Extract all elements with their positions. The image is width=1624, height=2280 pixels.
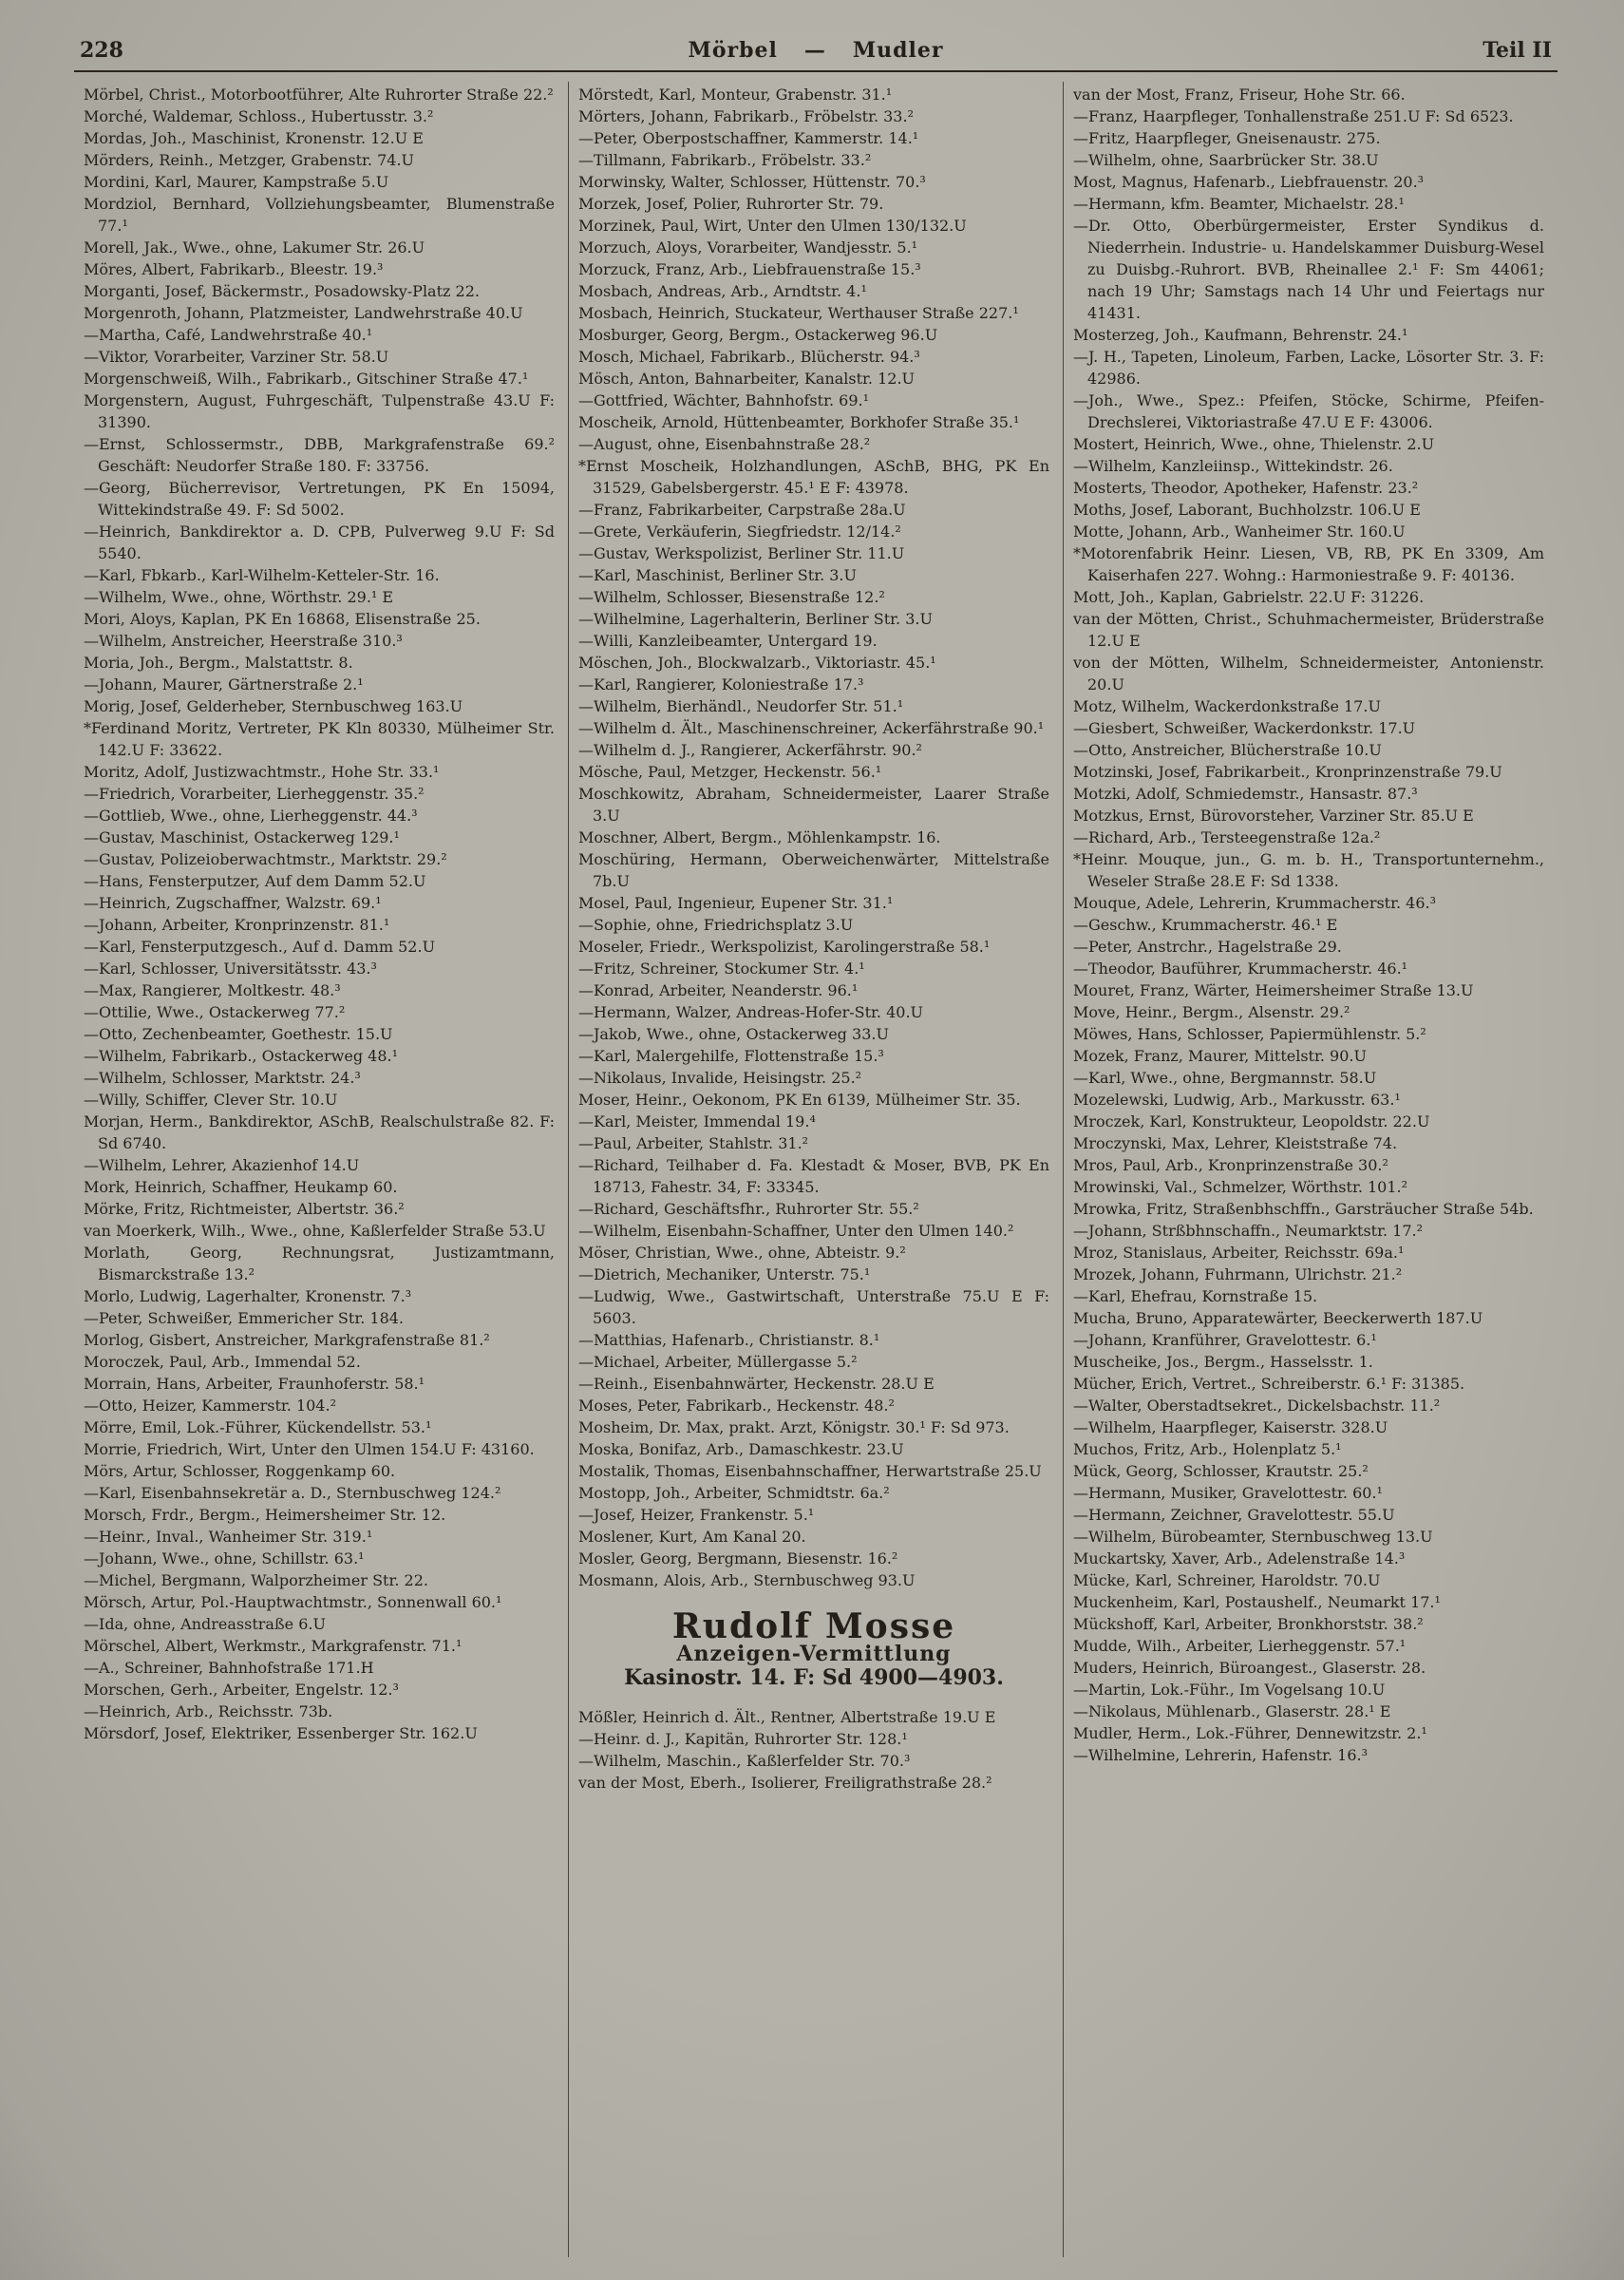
directory-entry: —Wilhelmine, Lagerhalterin, Berliner Str. 3.U <box>578 610 933 628</box>
directory-entry: Move, Heinr., Bergm., Alsenstr. 29.² <box>1073 1003 1350 1021</box>
directory-entry: Mosbach, Andreas, Arb., Arndtstr. 4.¹ <box>578 282 867 300</box>
directory-entry: Moritz, Adolf, Justizwachtmstr., Hohe Str. 33.¹ <box>84 763 440 781</box>
directory-entry: Moscheik, Arnold, Hüttenbeamter, Borkhofer Straße 35.¹ <box>578 413 1020 431</box>
directory-entry: Moschner, Albert, Bergm., Möhlenkampstr. 16. <box>578 828 941 846</box>
directory-entry: —Peter, Schweißer, Emmericher Str. 184. <box>84 1309 405 1327</box>
directory-entry: Mosbach, Heinrich, Stuckateur, Werthauser Straße 227.¹ <box>578 304 1019 322</box>
directory-entry: —Reinh., Eisenbahnwärter, Heckenstr. 28.U E <box>578 1375 935 1393</box>
directory-entry: —Johann, Kranführer, Gravelottestr. 6.¹ <box>1073 1331 1377 1349</box>
directory-entry: —August, ohne, Eisenbahnstraße 28.² <box>578 435 871 453</box>
directory-entry: —Wilhelm, Fabrikarb., Ostackerweg 48.¹ <box>84 1047 398 1065</box>
directory-entry: —Heinrich, Zugschaffner, Walzstr. 69.¹ <box>84 894 382 912</box>
directory-entry: Mörters, Johann, Fabrikarb., Fröbelstr. 33.² <box>578 107 914 125</box>
directory-entry: van der Most, Franz, Friseur, Hohe Str. 66. <box>1073 86 1406 104</box>
column-2 <box>568 82 1064 2257</box>
directory-entry: Mosler, Georg, Bergmann, Biesenstr. 16.² <box>578 1549 898 1568</box>
entry-list-col2-before-ad <box>578 84 1049 1591</box>
directory-entry: —Johann, Strßbhnschaffn., Neumarktstr. 17.² <box>1073 1222 1424 1240</box>
directory-entry: —Walter, Oberstadtsekret., Dickelsbachstr. 11.² <box>1073 1396 1441 1415</box>
directory-entry: Morlog, Gisbert, Anstreicher, Markgrafenstraße 81.² <box>84 1331 490 1349</box>
directory-entry: Mroz, Stanislaus, Arbeiter, Reichsstr. 69a.¹ <box>1073 1244 1405 1262</box>
directory-entry: Mosel, Paul, Ingenieur, Eupener Str. 31.¹ <box>578 894 894 912</box>
directory-entry: —Karl, Eisenbahnsekretär a. D., Sternbuschweg 124.² <box>84 1484 501 1502</box>
running-head-separator: — <box>803 38 826 63</box>
directory-entry: —Friedrich, Vorarbeiter, Lierheggenstr. 35.² <box>84 785 425 803</box>
directory-entry: —Peter, Anstrchr., Hagelstraße 29. <box>1073 938 1342 956</box>
directory-entry: Motte, Johann, Arb., Wanheimer Str. 160.U <box>1073 522 1406 541</box>
directory-entry: Morjan, Herm., Bankdirektor, ASchB, Realschulstraße 82. F: Sd 6740. <box>84 1112 555 1152</box>
directory-entry: —Wilhelm, Maschin., Kaßlerfelder Str. 70.³ <box>578 1752 911 1770</box>
directory-entry: Mordini, Karl, Maurer, Kampstraße 5.U <box>84 173 389 191</box>
directory-entry: —Johann, Wwe., ohne, Schillstr. 63.¹ <box>84 1549 365 1568</box>
directory-entry: Mozek, Franz, Maurer, Mittelstr. 90.U <box>1073 1047 1367 1065</box>
directory-entry: Mosch, Michael, Fabrikarb., Blücherstr. 94.³ <box>578 348 920 366</box>
directory-entry: Mörders, Reinh., Metzger, Grabenstr. 74.U <box>84 151 415 169</box>
directory-entry: Mosterzeg, Joh., Kaufmann, Behrenstr. 24.¹ <box>1073 326 1408 344</box>
directory-entry: Mößler, Heinrich d. Ält., Rentner, Albertstraße 19.U E <box>578 1708 996 1726</box>
directory-entry: Morsch, Frdr., Bergm., Heimersheimer Str. 12. <box>84 1506 446 1524</box>
directory-entry: —Wilhelm d. Ält., Maschinenschreiner, Ackerfährstraße 90.¹ <box>578 719 1045 737</box>
directory-entry: —Willi, Kanzleibeamter, Untergard 19. <box>578 632 878 650</box>
directory-entry: Mösche, Paul, Metzger, Heckenstr. 56.¹ <box>578 763 882 781</box>
directory-entry: Mrowinski, Val., Schmelzer, Wörthstr. 101.² <box>1073 1178 1408 1196</box>
directory-entry: Morzek, Josef, Polier, Ruhrorter Str. 79. <box>578 195 884 213</box>
directory-entry: —Dietrich, Mechaniker, Unterstr. 75.¹ <box>578 1265 871 1283</box>
column-3 <box>1064 82 1558 2257</box>
directory-entry: Mosterts, Theodor, Apotheker, Hafenstr. 23.² <box>1073 479 1419 497</box>
directory-entry: —Hermann, Walzer, Andreas-Hofer-Str. 40.U <box>578 1003 924 1021</box>
directory-entry: Mück, Georg, Schlosser, Krautstr. 25.² <box>1073 1462 1369 1480</box>
running-head-right: Mudler <box>852 38 944 63</box>
directory-entry: —Wilhelm, Schlosser, Biesenstraße 12.² <box>578 588 885 606</box>
directory-entry: Moser, Heinr., Oekonom, PK En 6139, Mülheimer Str. 35. <box>578 1091 1021 1109</box>
directory-entry: —Martha, Café, Landwehrstraße 40.¹ <box>84 326 373 344</box>
directory-entry: —Hermann, kfm. Beamter, Michaelstr. 28.¹ <box>1073 195 1405 213</box>
directory-entry: Mostert, Heinrich, Wwe., ohne, Thielenstr. 2.U <box>1073 435 1435 453</box>
directory-entry: van Moerkerk, Wilh., Wwe., ohne, Kaßlerfelder Straße 53.U <box>84 1222 546 1240</box>
directory-entry: Mudler, Herm., Lok.-Führer, Dennewitzstr. 2.¹ <box>1073 1724 1427 1742</box>
directory-entry: —Heinr. d. J., Kapitän, Ruhrorter Str. 128.¹ <box>578 1730 908 1748</box>
directory-entry: Mücher, Erich, Vertret., Schreiberstr. 6.¹ F: 31385. <box>1073 1375 1465 1393</box>
ad-contact: Kasinostr. 14. F: Sd 4900—4903. <box>624 1665 1004 1690</box>
directory-entry: —Hermann, Musiker, Gravelottestr. 60.¹ <box>1073 1484 1383 1502</box>
directory-entry: Mouque, Adele, Lehrerin, Krummacherstr. 46.³ <box>1073 894 1437 912</box>
entry-list-col2-after-ad <box>578 1706 1049 1794</box>
directory-entry: Mostopp, Joh., Arbeiter, Schmidtstr. 6a.² <box>578 1484 890 1502</box>
directory-entry: Morgenstern, August, Fuhrgeschäft, Tulpenstraße 43.U F: 31390. <box>84 391 555 431</box>
directory-entry: Muscheike, Jos., Bergm., Hasselsstr. 1. <box>1073 1353 1373 1371</box>
directory-entry: —Fritz, Schreiner, Stockumer Str. 4.¹ <box>578 960 865 978</box>
directory-entry: —A., Schreiner, Bahnhofstraße 171.H <box>84 1659 374 1677</box>
directory-entry: Moslener, Kurt, Am Kanal 20. <box>578 1528 806 1546</box>
directory-entry: Moschkowitz, Abraham, Schneidermeister, Laarer Straße 3.U <box>578 785 1049 825</box>
running-head <box>270 38 1362 63</box>
running-head-left: Mörbel <box>688 38 778 63</box>
directory-entry: Mucha, Bruno, Apparatewärter, Beeckerwerth 187.U <box>1073 1309 1483 1327</box>
directory-entry: Mozelewski, Ludwig, Arb., Markusstr. 63.¹ <box>1073 1091 1401 1109</box>
directory-entry: —Otto, Anstreicher, Blücherstraße 10.U <box>1073 741 1382 759</box>
directory-entry: —Johann, Maurer, Gärtnerstraße 2.¹ <box>84 675 364 694</box>
directory-entry: Morrain, Hans, Arbeiter, Fraunhoferstr. 58.¹ <box>84 1375 425 1393</box>
directory-entry: *Ernst Moscheik, Holzhandlungen, ASchB, BHG, PK En 31529, Gabelsbergerstr. 45.¹ E F: 43978. <box>578 457 1049 497</box>
directory-entry: Mudde, Wilh., Arbeiter, Lierheggenstr. 57.¹ <box>1073 1637 1407 1655</box>
directory-entry: —Wilhelm, Haarpfleger, Kaiserstr. 328.U <box>1073 1418 1388 1436</box>
directory-entry: —Grete, Verkäuferin, Siegfriedstr. 12/14.² <box>578 522 901 541</box>
directory-entry: —Richard, Teilhaber d. Fa. Klestadt & Moser, BVB, PK En 18713, Fahestr. 34, F: 33345. <box>578 1156 1049 1196</box>
directory-entry: —Nikolaus, Mühlenarb., Glaserstr. 28.¹ E <box>1073 1702 1391 1720</box>
directory-entry: Morgenschweiß, Wilh., Fabrikarb., Gitschiner Straße 47.¹ <box>84 370 529 388</box>
directory-entry: —Fritz, Haarpfleger, Gneisenaustr. 275. <box>1073 129 1381 147</box>
directory-entry: —Wilhelm, Schlosser, Marktstr. 24.³ <box>84 1069 361 1087</box>
directory-entry: Mroczek, Karl, Konstrukteur, Leopoldstr. 22.U <box>1073 1112 1430 1130</box>
page-header <box>74 32 1558 70</box>
directory-entry: von der Mötten, Wilhelm, Schneidermeister, Antonienstr. 20.U <box>1073 654 1544 694</box>
directory-entry: —Max, Rangierer, Moltkestr. 48.³ <box>84 981 341 999</box>
directory-entry: —Wilhelm, ohne, Saarbrücker Str. 38.U <box>1073 151 1379 169</box>
directory-entry: Mordziol, Bernhard, Vollziehungsbeamter, Blumenstraße 77.¹ <box>84 195 555 235</box>
directory-entry: Mörke, Fritz, Richtmeister, Albertstr. 36.² <box>84 1200 405 1218</box>
directory-entry: —Richard, Arb., Tersteegenstraße 12a.² <box>1073 828 1381 846</box>
directory-entry: —Dr. Otto, Oberbürgermeister, Erster Syndikus d. Niederrhein. Industrie- u. Handelskammer Duisburg-Wesel zu Duisbg.-Ruhrort. BVB, Rheinallee 2.¹ F: Sm 44061; nach 19 Uhr; Samstags nach 14 Uhr und Feiertags nur 41431. <box>1073 217 1544 322</box>
directory-entry: Mörsdorf, Josef, Elektriker, Essenberger Str. 162.U <box>84 1724 478 1742</box>
directory-entry: —Hans, Fensterputzer, Auf dem Damm 52.U <box>84 872 426 890</box>
directory-entry: Most, Magnus, Hafenarb., Liebfrauenstr. 20.³ <box>1073 173 1425 191</box>
directory-entry: Moska, Bonifaz, Arb., Damaschkestr. 23.U <box>578 1440 904 1458</box>
directory-entry: Morlath, Georg, Rechnungsrat, Justizamtmann, Bismarckstraße 13.² <box>84 1244 555 1283</box>
directory-entry: —Ida, ohne, Andreasstraße 6.U <box>84 1615 326 1633</box>
directory-entry: *Ferdinand Moritz, Vertreter, PK Kln 80330, Mülheimer Str. 142.U F: 33622. <box>84 719 555 759</box>
directory-entry: Mörschel, Albert, Werkmstr., Markgrafenstr. 71.¹ <box>84 1637 463 1655</box>
directory-entry: —Franz, Fabrikarbeiter, Carpstraße 28a.U <box>578 501 906 519</box>
column-1 <box>74 82 568 2257</box>
directory-entry: —Heinr., Inval., Wanheimer Str. 319.¹ <box>84 1528 373 1546</box>
directory-entry: Morig, Josef, Gelderheber, Sternbuschweg 163.U <box>84 697 463 715</box>
directory-entry: —Wilhelm, Anstreicher, Heerstraße 310.³ <box>84 632 403 650</box>
ad-subtitle: Anzeigen-Vermittlung <box>676 1642 952 1666</box>
directory-entry: Morgenroth, Johann, Platzmeister, Landwehrstraße 40.U <box>84 304 523 322</box>
directory-entry: Muders, Heinrich, Büroangest., Glaserstr. 28. <box>1073 1659 1426 1677</box>
directory-entry: —Joh., Wwe., Spez.: Pfeifen, Stöcke, Schirme, Pfeifen-Drechslerei, Viktoriastraße 47.U E F: 43006. <box>1073 391 1544 431</box>
directory-entry: —Johann, Arbeiter, Kronprinzenstr. 81.¹ <box>84 916 390 934</box>
directory-entry: Moseler, Friedr., Werkspolizist, Karolingerstraße 58.¹ <box>578 938 991 956</box>
directory-entry: Morzuch, Aloys, Vorarbeiter, Wandjesstr. 5.¹ <box>578 238 918 256</box>
directory-entry: Mosburger, Georg, Bergm., Ostackerweg 96.U <box>578 326 938 344</box>
directory-entry: —Viktor, Vorarbeiter, Varziner Str. 58.U <box>84 348 389 366</box>
directory-entry: —Wilhelm, Bürobeamter, Sternbuschweg 13.U <box>1073 1528 1433 1546</box>
entry-list-col3 <box>1073 84 1544 1766</box>
directory-entry: Mroczynski, Max, Lehrer, Kleiststraße 74. <box>1073 1134 1398 1152</box>
directory-entry: —Sophie, ohne, Friedrichsplatz 3.U <box>578 916 854 934</box>
directory-entry: —Ernst, Schlossermstr., DBB, Markgrafenstraße 69.² Geschäft: Neudorfer Straße 180. F: 33756. <box>84 435 555 475</box>
directory-entry: —Wilhelm, Eisenbahn-Schaffner, Unter den Ulmen 140.² <box>578 1222 1014 1240</box>
part-label: Teil II <box>1482 38 1552 63</box>
directory-entry: Mückshoff, Karl, Arbeiter, Bronkhorststr. 38.² <box>1073 1615 1424 1633</box>
directory-entry: —Franz, Haarpfleger, Tonhallenstraße 251.U F: Sd 6523. <box>1073 107 1514 125</box>
directory-entry: —Karl, Wwe., ohne, Bergmannstr. 58.U <box>1073 1069 1377 1087</box>
directory-entry: —Wilhelm, Bierhändl., Neudorfer Str. 51.¹ <box>578 697 904 715</box>
advertisement <box>578 1606 1049 1690</box>
directory-entry: Morell, Jak., Wwe., ohne, Lakumer Str. 26.U <box>84 238 425 256</box>
directory-entry: —Karl, Fensterputzgesch., Auf d. Damm 52.U <box>84 938 436 956</box>
directory-entry: —Karl, Meister, Immendal 19.⁴ <box>578 1112 816 1130</box>
directory-entry: Mörs, Artur, Schlosser, Roggenkamp 60. <box>84 1462 396 1480</box>
directory-entry: Mouret, Franz, Wärter, Heimersheimer Straße 13.U <box>1073 981 1474 999</box>
directory-entry: —Otto, Heizer, Kammerstr. 104.² <box>84 1396 336 1415</box>
directory-entry: Mott, Joh., Kaplan, Gabrielstr. 22.U F: 31226. <box>1073 588 1425 606</box>
directory-entry: —Josef, Heizer, Frankenstr. 5.¹ <box>578 1506 815 1524</box>
directory-entry: —Otto, Zechenbeamter, Goethestr. 15.U <box>84 1025 393 1043</box>
directory-entry: Mork, Heinrich, Schaffner, Heukamp 60. <box>84 1178 398 1196</box>
directory-entry: —Gustav, Werkspolizist, Berliner Str. 11.U <box>578 544 905 562</box>
directory-entry: Morrie, Friedrich, Wirt, Unter den Ulmen 154.U F: 43160. <box>84 1440 535 1458</box>
directory-entry: —Gottlieb, Wwe., ohne, Lierheggenstr. 44.³ <box>84 807 418 825</box>
directory-entry: —Wilhelm d. J., Rangierer, Ackerfährstr. 90.² <box>578 741 922 759</box>
directory-entry: Möwes, Hans, Schlosser, Papiermühlenstr. 5.² <box>1073 1025 1426 1043</box>
directory-entry: —Tillmann, Fabrikarb., Fröbelstr. 33.² <box>578 151 872 169</box>
directory-entry: —Wilhelm, Kanzleiinsp., Wittekindstr. 26. <box>1073 457 1393 475</box>
directory-entry: —Karl, Rangierer, Koloniestraße 17.³ <box>578 675 864 694</box>
directory-entry: Morzinek, Paul, Wirt, Unter den Ulmen 130/132.U <box>578 217 967 235</box>
directory-entry: —Paul, Arbeiter, Stahlstr. 31.² <box>578 1134 809 1152</box>
directory-entry: Morwinsky, Walter, Schlosser, Hüttenstr. 70.³ <box>578 173 926 191</box>
directory-entry: —Michel, Bergmann, Walporzheimer Str. 22. <box>84 1571 428 1589</box>
directory-entry: —Wilhelm, Lehrer, Akazienhof 14.U <box>84 1156 360 1174</box>
directory-entry: Mosmann, Alois, Arb., Sternbuschweg 93.U <box>578 1571 916 1589</box>
directory-entry: Möser, Christian, Wwe., ohne, Abteistr. 9.² <box>578 1244 906 1262</box>
directory-entry: —Theodor, Bauführer, Krummacherstr. 46.¹ <box>1073 960 1408 978</box>
directory-entry: —Ludwig, Wwe., Gastwirtschaft, Unterstraße 75.U E F: 5603. <box>578 1287 1049 1327</box>
directory-entry: —Wilhelmine, Lehrerin, Hafenstr. 16.³ <box>1073 1746 1369 1764</box>
directory-entry: Muckartsky, Xaver, Arb., Adelenstraße 14.³ <box>1073 1549 1406 1568</box>
directory-entry: —Heinrich, Arb., Reichsstr. 73b. <box>84 1702 333 1720</box>
directory-entry: Mörsch, Artur, Pol.-Hauptwachtmstr., Sonnenwall 60.¹ <box>84 1593 502 1611</box>
directory-entry: Mrowka, Fritz, Straßenbhschffn., Garsträucher Straße 54b. <box>1073 1200 1534 1218</box>
directory-entry: *Heinr. Mouque, jun., G. m. b. H., Transportunternehm., Weseler Straße 28.E F: Sd 1338. <box>1073 850 1544 890</box>
entry-list-col1 <box>84 84 555 1744</box>
directory-entry: Morganti, Josef, Bäckermstr., Posadowsky-Platz 22. <box>84 282 480 300</box>
directory-entry: —Richard, Geschäftsfhr., Ruhrorter Str. 55.² <box>578 1200 919 1218</box>
directory-entry: —J. H., Tapeten, Linoleum, Farben, Lacke, Lösorter Str. 3. F: 42986. <box>1073 348 1544 388</box>
page-number: 228 <box>80 38 123 63</box>
directory-entry: Morzuck, Franz, Arb., Liebfrauenstraße 15.³ <box>578 260 921 278</box>
directory-entry: —Gottfried, Wächter, Bahnhofstr. 69.¹ <box>578 391 869 409</box>
directory-entry: Motz, Wilhelm, Wackerdonkstraße 17.U <box>1073 697 1381 715</box>
directory-entry: van der Most, Eberh., Isolierer, Freiligrathstraße 28.² <box>578 1774 992 1792</box>
directory-entry: Möres, Albert, Fabrikarb., Bleestr. 19.³ <box>84 260 384 278</box>
directory-entry: —Karl, Maschinist, Berliner Str. 3.U <box>578 566 857 584</box>
directory-entry: Muckenheim, Karl, Postaushelf., Neumarkt 17.¹ <box>1073 1593 1441 1611</box>
directory-entry: —Peter, Oberpostschaffner, Kammerstr. 14.¹ <box>578 129 919 147</box>
directory-entry: Mörre, Emil, Lok.-Führer, Kückendellstr. 53.¹ <box>84 1418 432 1436</box>
directory-entry: Motzki, Adolf, Schmiedemstr., Hansastr. 87.³ <box>1073 785 1418 803</box>
directory-entry: Mrozek, Johann, Fuhrmann, Ulrichstr. 21.² <box>1073 1265 1403 1283</box>
directory-entry: Mordas, Joh., Maschinist, Kronenstr. 12.U E <box>84 129 424 147</box>
directory-entry: —Michael, Arbeiter, Müllergasse 5.² <box>578 1353 858 1371</box>
directory-entry: Motzkus, Ernst, Bürovorsteher, Varziner Str. 85.U E <box>1073 807 1474 825</box>
directory-entry: Mörstedt, Karl, Monteur, Grabenstr. 31.¹ <box>578 86 893 104</box>
directory-entry: —Gustav, Maschinist, Ostackerweg 129.¹ <box>84 828 400 846</box>
directory-entry: —Nikolaus, Invalide, Heisingstr. 25.² <box>578 1069 862 1087</box>
columns-container <box>74 82 1558 2257</box>
directory-entry: —Karl, Fbkarb., Karl-Wilhelm-Ketteler-Str. 16. <box>84 566 440 584</box>
directory-entry: Motzinski, Josef, Fabrikarbeit., Kronprinzenstraße 79.U <box>1073 763 1502 781</box>
directory-entry: *Motorenfabrik Heinr. Liesen, VB, RB, PK En 3309, Am Kaiserhafen 227. Wohng.: Harmoniestraße 9. F: 40136. <box>1073 544 1544 584</box>
directory-entry: Mostalik, Thomas, Eisenbahnschaffner, Herwartstraße 25.U <box>578 1462 1042 1480</box>
directory-entry: —Karl, Schlosser, Universitätsstr. 43.³ <box>84 960 377 978</box>
directory-entry: —Martin, Lok.-Führ., Im Vogelsang 10.U <box>1073 1681 1386 1699</box>
directory-entry: van der Mötten, Christ., Schuhmachermeister, Brüderstraße 12.U E <box>1073 610 1544 650</box>
directory-entry: —Hermann, Zeichner, Gravelottestr. 55.U <box>1073 1506 1395 1524</box>
directory-entry: Moschüring, Hermann, Oberweichenwärter, Mittelstraße 7b.U <box>578 850 1049 890</box>
directory-entry: Morschen, Gerh., Arbeiter, Engelstr. 12.³ <box>84 1681 399 1699</box>
directory-entry: Moses, Peter, Fabrikarb., Heckenstr. 48.² <box>578 1396 895 1415</box>
directory-entry: Morlo, Ludwig, Lagerhalter, Kronenstr. 7.³ <box>84 1287 412 1305</box>
directory-entry: —Karl, Malergehilfe, Flottenstraße 15.³ <box>578 1047 884 1065</box>
directory-entry: —Konrad, Arbeiter, Neanderstr. 96.¹ <box>578 981 859 999</box>
directory-entry: Mörbel, Christ., Motorbootführer, Alte Ruhrorter Straße 22.² <box>84 86 554 104</box>
directory-entry: Mosheim, Dr. Max, prakt. Arzt, Königstr. 30.¹ F: Sd 973. <box>578 1418 1010 1436</box>
directory-entry: —Giesbert, Schweißer, Wackerdonkstr. 17.U <box>1073 719 1416 737</box>
directory-entry: —Willy, Schiffer, Clever Str. 10.U <box>84 1091 338 1109</box>
directory-entry: —Karl, Ehefrau, Kornstraße 15. <box>1073 1287 1318 1305</box>
header-rule <box>74 70 1558 72</box>
directory-entry: Mösch, Anton, Bahnarbeiter, Kanalstr. 12.U <box>578 370 916 388</box>
directory-entry: —Gustav, Polizeioberwachtmstr., Marktstr. 29.² <box>84 850 447 868</box>
directory-entry: —Geschw., Krummacherstr. 46.¹ E <box>1073 916 1338 934</box>
directory-entry: Mori, Aloys, Kaplan, PK En 16868, Elisenstraße 25. <box>84 610 481 628</box>
directory-entry: Mros, Paul, Arb., Kronprinzenstraße 30.² <box>1073 1156 1388 1174</box>
directory-entry: Möschen, Joh., Blockwalzarb., Viktoriastr. 45.¹ <box>578 654 936 672</box>
directory-entry: —Heinrich, Bankdirektor a. D. CPB, Pulverweg 9.U F: Sd 5540. <box>84 522 555 562</box>
directory-entry: Moroczek, Paul, Arb., Immendal 52. <box>84 1353 361 1371</box>
directory-entry: Mücke, Karl, Schreiner, Haroldstr. 70.U <box>1073 1571 1381 1589</box>
directory-entry: —Wilhelm, Wwe., ohne, Wörthstr. 29.¹ E <box>84 588 394 606</box>
directory-entry: Morché, Waldemar, Schloss., Hubertusstr. 3.² <box>84 107 434 125</box>
directory-entry: —Matthias, Hafenarb., Christianstr. 8.¹ <box>578 1331 880 1349</box>
directory-entry: —Georg, Bücherrevisor, Vertretungen, PK En 15094, Wittekindstraße 49. F: Sd 5002. <box>84 479 555 519</box>
directory-entry: Moria, Joh., Bergm., Malstattstr. 8. <box>84 654 353 672</box>
directory-entry: —Ottilie, Wwe., Ostackerweg 77.² <box>84 1003 346 1021</box>
directory-entry: —Jakob, Wwe., ohne, Ostackerweg 33.U <box>578 1025 889 1043</box>
directory-entry: Muchos, Fritz, Arb., Holenplatz 5.¹ <box>1073 1440 1342 1458</box>
ad-title: Rudolf Mosse <box>671 1606 956 1646</box>
directory-entry: Moths, Josef, Laborant, Buchholzstr. 106.U E <box>1073 501 1421 519</box>
